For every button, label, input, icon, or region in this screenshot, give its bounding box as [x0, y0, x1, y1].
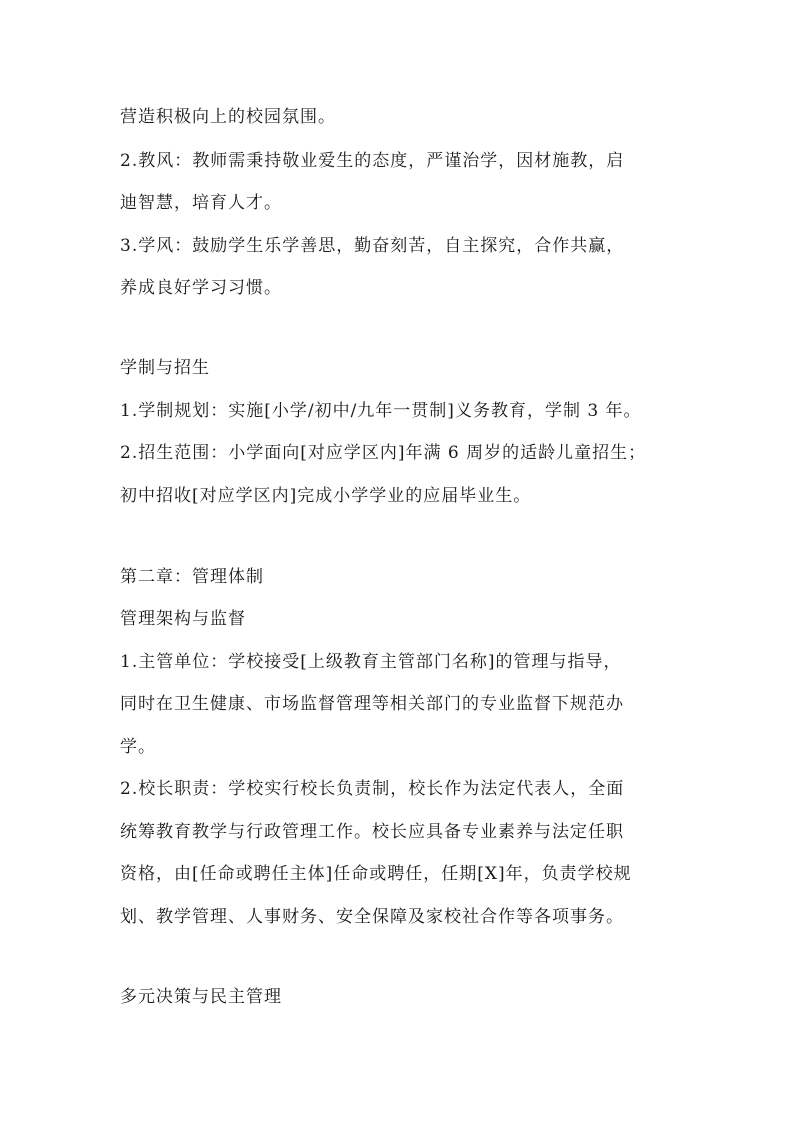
paragraph-line: 资格，由[任命或聘任主体]任命或聘任，任期[X]年，负责学校规 [120, 864, 632, 884]
paragraph-line: 营造积极向上的校园氛围。 [120, 107, 336, 127]
paragraph-line: 1.主管单位：学校接受[上级教育主管部门名称]的管理与指导， [120, 652, 622, 672]
paragraph-line: 2.教风：教师需秉持敬业爱生的态度，严谨治学，因材施教，启 [120, 151, 625, 171]
paragraph-line: 统筹教育教学与行政管理工作。校长应具备专业素养与法定任职 [120, 822, 624, 842]
paragraph-line: 划、教学管理、人事财务、安全保障及家校社合作等各项事务。 [120, 907, 624, 927]
paragraph-line: 同时在卫生健康、市场监督管理等相关部门的专业监督下规范办 [120, 694, 624, 714]
paragraph-line: 3.学风：鼓励学生乐学善思，勤奋刻苦，自主探究，合作共赢， [120, 236, 625, 256]
section-heading: 管理架构与监督 [120, 609, 246, 629]
paragraph-line: 学。 [120, 737, 156, 757]
paragraph-line: 1.学制规划：实施[小学/初中/九年一贯制]义务教育，学制 3 年。 [120, 401, 642, 421]
paragraph-line: 初中招收[对应学区内]完成小学学业的应届毕业生。 [120, 486, 532, 506]
paragraph-line: 2.招生范围：小学面向[对应学区内]年满 6 周岁的适龄儿童招生； [120, 443, 647, 463]
paragraph-line: 迪智慧，培育人才。 [120, 193, 282, 213]
paragraph-line: 2.校长职责：学校实行校长负责制，校长作为法定代表人，全面 [120, 779, 625, 799]
section-heading: 学制与招生 [120, 358, 210, 378]
chapter-heading: 第二章：管理体制 [120, 567, 264, 587]
section-heading: 多元决策与民主管理 [120, 987, 282, 1007]
paragraph-line: 养成良好学习习惯。 [120, 278, 282, 298]
